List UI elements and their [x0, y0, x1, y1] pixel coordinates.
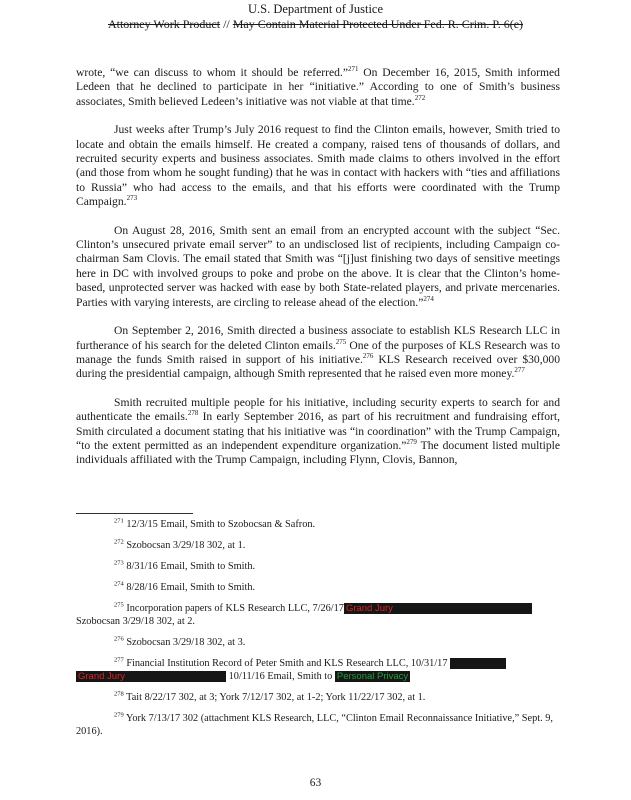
header-department: U.S. Department of Justice: [247, 2, 384, 16]
footnote: [76, 712, 560, 738]
footnote-ref: 275: [335, 337, 347, 346]
paragraph-text: One of the purposes of KLS Research was to manage the funds Smith raised in support of his initiative.: [76, 338, 560, 366]
footnote: [76, 518, 560, 531]
header-struck-6e: May Contain Material Protected Under Fed. R. Crim. P. 6(e): [232, 17, 524, 31]
footnote-ref: 271: [347, 65, 359, 74]
paragraph-text: On December 16, 2015, Smith informed Ledeen that he declined to participate in her “initiative.” According to one of Smith’s business associates, Smith believed Ledeen’s initiative was not viable at that time.: [76, 66, 560, 108]
footnote-ref: 276: [362, 352, 374, 361]
redaction-bar: [127, 671, 226, 682]
footnote: [76, 602, 560, 628]
footnote-ref: 274: [423, 294, 434, 303]
paragraph: [76, 224, 560, 310]
redaction-bar: [395, 603, 532, 614]
footnote-number: 271: [114, 517, 124, 525]
header-marking: [0, 17, 631, 32]
footnote-text: Szobocsan 3/29/18 302, at 2.: [76, 616, 195, 627]
footnote-number: 277: [114, 656, 124, 664]
footnote-text: Szobocsan 3/29/18 302, at 1.: [123, 540, 246, 551]
footnote: [76, 539, 560, 552]
footnote: [76, 560, 560, 573]
redaction-grand-jury: Grand Jury: [345, 603, 393, 614]
footnote-number: 272: [114, 538, 124, 546]
redaction-bar: [450, 658, 506, 669]
footnote-ref: 278: [187, 409, 199, 418]
paragraph-text: The document listed multiple individuals affiliated with the Trump Campaign, including Flynn, Clovis, Bannon,: [76, 438, 560, 467]
footnote-ref: 277: [514, 366, 525, 375]
footnote-text: 10/11/16 Email, Smith to: [226, 671, 333, 682]
footnotes: [76, 518, 560, 746]
paragraph-text: Smith recruited multiple people for his initiative, including security experts to search for and authenticate the emails.: [76, 395, 560, 424]
footnote-text: 8/31/16 Email, Smith to Smith.: [123, 561, 256, 572]
paragraph-text: wrote, “we can discuss to whom it should be referred.”: [76, 66, 348, 79]
footnote-separator: [76, 513, 193, 514]
footnote-text: York 7/13/17 302 (attachment KLS Research, LLC, “Clinton Email Reconnaissance Initiative,” Sept. 9, 2016).: [76, 713, 553, 737]
footnote-text: Szobocsan 3/29/18 302, at 3.: [123, 637, 246, 648]
header-separator: //: [220, 17, 233, 31]
paragraph: [76, 123, 560, 209]
redaction-personal-privacy: Personal Privacy: [336, 671, 409, 682]
footnote: [76, 691, 560, 704]
footnote: [76, 581, 560, 594]
body-text: [76, 66, 560, 482]
footnote-number: 273: [114, 559, 124, 567]
footnote-number: 274: [114, 580, 124, 588]
footnote-number: 279: [114, 711, 124, 719]
footnote-number: 278: [114, 690, 124, 698]
footnote-number: 276: [114, 635, 124, 643]
footnote: [76, 636, 560, 649]
footnote-ref: 272: [414, 93, 426, 102]
footnote-number: 275: [114, 601, 124, 609]
footnote-text: 12/3/15 Email, Smith to Szobocsan & Safron.: [123, 519, 316, 530]
header-struck-work-product: Attorney Work Product: [107, 17, 221, 31]
footnote-ref: 279: [406, 438, 417, 447]
paragraph: [76, 396, 560, 468]
footnote: [76, 657, 560, 683]
paragraph-text: In early September 2016, as part of his recruitment and fundraising effort, Smith circulated a document stating that his initiative was “in coordination” with the Trump Campaign, “to the extent permitted as an independent expenditure organization.”: [76, 410, 560, 452]
paragraph-text: Just weeks after Trump’s July 2016 request to find the Clinton emails, however, Smith tried to locate and obtain the emails himself. He created a company, raised tens of thousands of dollars, and recruited security experts and business associates. Smith made claims to others involved in the effort (and those from whom he sought funding) that he was in contact with hackers with “ties and affiliations to Russia” who had access to the emails, and that his efforts were coordinated with the Trump Campaign.: [76, 123, 560, 209]
redaction-grand-jury: Grand Jury: [78, 671, 125, 682]
paragraph-text: On September 2, 2016, Smith directed a business associate to establish KLS Research LLC in furtherance of his search for the deleted Clinton emails.: [76, 324, 560, 352]
footnote-ref: 273: [126, 194, 138, 203]
paragraph-text: On August 28, 2016, Smith sent an email from an encrypted account with the subject “Sec. Clinton’s unsecured private email server” to an undisclosed list of recipients, including Campaign co-chairman Sam Clovis. The email stated that Smith was “[j]ust finishing two days of sensitive meetings here in DC with involved groups to poke and probe on the above. It is clear that the Clinton’s home-based, unprotected server was hacked with ease by both State-related players, and private mercenaries. Parties with varying interests, are circling to release ahead of the election.”: [76, 223, 560, 309]
paragraph: [76, 66, 560, 109]
footnote-text: Financial Institution Record of Peter Smith and KLS Research LLC, 10/31/17: [123, 658, 451, 669]
page-number: 63: [309, 777, 322, 789]
page-header: [0, 2, 631, 32]
footnote-text: Incorporation papers of KLS Research LLC, 7/26/17: [123, 603, 344, 614]
paragraph: [76, 324, 560, 382]
paragraph-text: KLS Research received over $30,000 during the presidential campaign, although Smith represented that he raised even more money.: [76, 352, 560, 381]
footnote-text: 8/28/16 Email, Smith to Smith.: [123, 582, 256, 593]
footnote-text: Tait 8/22/17 302, at 3; York 7/12/17 302, at 1-2; York 11/22/17 302, at 1.: [123, 692, 426, 703]
